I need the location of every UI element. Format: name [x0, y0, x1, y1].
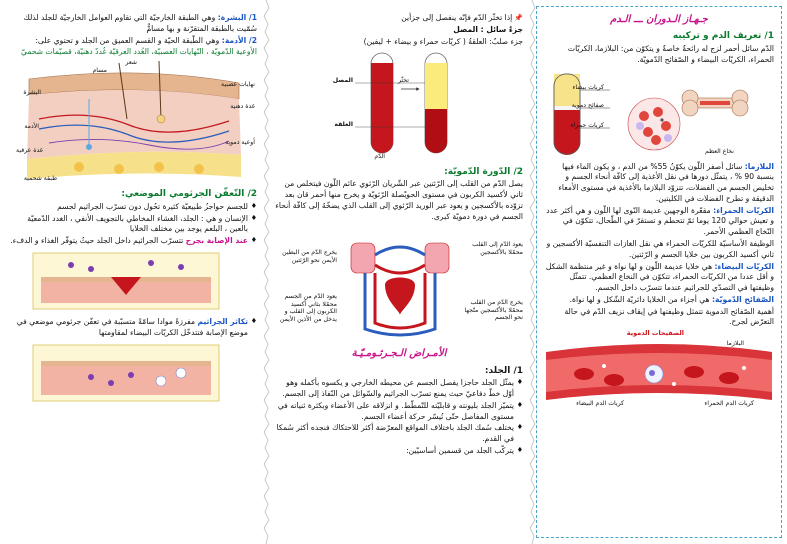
blood-vessel-figure — [544, 330, 774, 410]
heart-circulation-drawing — [345, 229, 455, 343]
plasma-paragraph — [544, 162, 774, 205]
skin-vessel-label: أوعية دموية — [225, 139, 255, 147]
wbc-paragraph — [544, 262, 774, 294]
wound-text: تتسرّب الجراثيم داخل الجلد حيثُ يتوفّر الغذاء و الدفء. — [10, 236, 184, 246]
vessel-platelets-label: الصفيحات الدموية — [626, 329, 684, 338]
dermis-contents: الأوعية الدّمويّة ، النّهايات العصبيّة، الغُدد العرقيّة غُددٌ دهنيّة، قصيّمات شحميّ — [21, 47, 257, 57]
wound-label: عند الإصابة بجرح — [185, 236, 248, 246]
skin-heading: 1/ الجلد: — [484, 365, 523, 376]
definition-text: الدّم سائل أحمر لزج له رائحةٌ خاصةٌ و يتكوّن من: البلازما، الكريّات الحمراء، الكريّات البيضاء و الصّفائح الدّمويّة. — [567, 43, 774, 64]
clotting-tubes-drawing — [275, 49, 523, 163]
epidermis-label: 1/ البشرة: — [217, 13, 257, 22]
wbc-text: هي خلايا عديمة اللّون و لها نواة و غير منتظمة الشكل و أقل عددا من الكريّات الحمراء، تتكوّن في النخاع العظمي. تتمثّل وظيفتها في التصدّي للجراثيم عندما تتسرّب داخل الجسم. — [545, 261, 774, 293]
tube-serum-label: المصل — [332, 76, 353, 84]
dermis-text: وهي الطّبقة الحيّة و القسم العميق من الجلد و تحتوي على: — [35, 35, 220, 45]
rbc-paragraph — [544, 206, 774, 238]
platelets-label: صفائح دموية — [571, 101, 604, 109]
skin-item-1: ♦ يمثّل الجلد حاجزا يفصل الجسم عن محيطه الخارجي و يكسوه بأكمله وهو أوّل خطّ دفاعيّ حيث يمنع تسرّب الجراثيم والسّوائل من النّفاذ إلى الجسم. — [275, 378, 523, 400]
dermis-paragraph — [9, 36, 257, 47]
epidermis-text: وهي الطبقة الخارجيّة التي تقاوم العوامل الخارجيّة للجلد لذلك سُمّيت بالطبقة المتقرّنة و بها مسامٌّ — [23, 13, 257, 33]
skin-item-2: ♦ يتميّز الجلد بليونته و قابليّته للتّمطّط. و انزلاقه على الأعضاء وبكثرة ثنياته في مستوى المفاصل حتّى تُيسّر حركة أعضاء الجسم. — [275, 401, 523, 423]
vessel-rbc-label: كريات الدم الحمراء — [704, 400, 754, 408]
rbc-title: الكريّات الحمراء: — [713, 205, 774, 215]
vessel-wbc-label: كريات الدم البيضاء — [576, 400, 624, 408]
tube-blood-label: الدّم — [374, 152, 385, 160]
platelets-function-text: أهمية الصّفائح الدموية تتمثل وظيفتها في إيقاف نزيف الدّم في حالة التعرّض لجرح. — [564, 306, 774, 327]
torn-divider-left — [262, 0, 270, 544]
heart-figure — [275, 223, 523, 347]
skin-section-figure — [9, 59, 257, 185]
clotting-intro: 📌إذا تخثّر الدّم فإنّه ينفصل إلى جزأين — [401, 13, 523, 22]
platelets-title: الصّفائح الدّمويّة: — [711, 294, 774, 304]
skin-fat-label: طبقة شحمية — [23, 175, 57, 183]
bacteria-label: تكاثر الجراثيم — [197, 317, 248, 327]
wound-drawing-1 — [31, 251, 221, 311]
torn-divider-right — [528, 0, 536, 544]
vessel-plasma-label: البلازما — [726, 340, 744, 348]
blood-column — [536, 6, 782, 538]
skin-gland-label: غدة دهنية — [230, 103, 255, 111]
tube-clot-label: العلقة — [334, 120, 353, 128]
circulation-column — [268, 6, 530, 538]
skin-sweat-label: غدة عرقية — [16, 147, 43, 155]
skin-item-3: ♦ يختلف سُمك الجلد باختلاف المواقع المعرّضة أكثر للاحتكاك فنجده أكثر سُمكا في القدم. — [275, 423, 523, 445]
wound-figure-1 — [45, 251, 221, 313]
tube-clotting-label: تخثّر — [398, 76, 409, 84]
bone-icon — [682, 90, 748, 116]
circulatory-title: جـهـاز الـدوران ـــ الـدم — [610, 14, 708, 25]
rbc-function-text: الوظيفة الأساسيّة للكريّات الحمراء هي نقل الغازات التنفسيّة الأكسجين و ثاني أكسيد الكربون بين خلايا الجسم و الرّئتين. — [546, 238, 774, 259]
skin-nerve-label: نهايات عصبية — [221, 81, 255, 89]
wbc-label: كريات بيضاء — [572, 83, 604, 91]
plasma-label: البلازما: — [744, 161, 774, 171]
heart-label-4: يعود الدّم من الجسم محمّلا بثاني أكسيد الكربون إلى القلب و يدخل من الأذين الأيمن — [279, 293, 337, 323]
wound-figure-2 — [45, 343, 221, 405]
epidermis-paragraph — [9, 13, 257, 35]
heart-label-1: يعود الدّم إلى القلب محمّلا بالأكسجين — [472, 241, 523, 256]
plasma-text: سائل أصفر اللّون يكوّنُ 55% من الدم ، و يكون الماء فيها بنسبة 90 % ، يتمثّل دورها في نقل الأغذية إلى كافّة أنحاء الجسم و تخليص الجسم من الفضلات، تتزوّد البلازما بالأغذية في مستوى الأمعاء الدقيقة و تطرح الفضلات في الكليتين. — [558, 161, 774, 203]
heart-label-3: يخرج الدّم من القلب محمّلا بالأكسجين متّجها نحو الجسم — [464, 299, 523, 322]
blood-tube-bone-drawing — [544, 68, 774, 160]
blood-composition-figure — [544, 68, 774, 160]
skin-hair-label: شعر — [125, 59, 137, 67]
platelets-paragraph — [544, 295, 774, 306]
circulation-text: يصل الدّم من القلب إلى الرّئتين عبر الشّريان الرّئوي عائم اللّون فيتخلص من ثاني لأكسيد الكربون في مستوى الحويْصلة الرّئويّة و يخرج منها أحمر قان بعد تزوّده بالأكسجين و يعود عبر الوريد الرّئوي إلى القلب الذي يضخّهُ إلى كافّة أنحاء الجسم في دورة دمويّة كبرى. — [275, 179, 523, 221]
skin-column — [2, 6, 264, 538]
bacterial-diseases-title: الأمـراض الـجـرثـومـيّـة — [351, 348, 447, 360]
skin-section-drawing — [9, 59, 257, 185]
barrier-item-1: ♦ للجسم حواجزُ طبيعيّة كثيرة تحُول دون تسرّب الجراثيم لجسم — [9, 202, 257, 213]
pin-icon: 📌 — [514, 14, 523, 22]
skin-epidermis-label: البشرة — [23, 89, 41, 97]
clot-text: جزء صلبٌ: العلقةُ ( كريّات حمراء و بيضاء + ليفين) — [363, 36, 523, 46]
wbc-title: الكريّات البيضاء: — [714, 261, 774, 271]
serum-text: جزءٌ سائل : المصل — [453, 24, 523, 34]
definition-heading: 1/ تعريف الدم و تركيبه — [672, 31, 774, 42]
circulation-heading: 2/ الدّورة الدّمويّة: — [444, 166, 523, 177]
heart-label-2: يخرج الدّم من البطين الأيمن نحو الرّئتين — [282, 249, 337, 264]
rbc-label: كريات حمراء — [570, 121, 604, 129]
bacteria-paragraph — [9, 317, 257, 339]
clotting-figure — [275, 49, 523, 163]
rbc-text: مقعّرة الوجهين عديمة النّوى لها اللّون و هي أكثر عدد و تعيش حوالي 120 يوما ثمّ تتحطم و تستقرّ في الطّحال، تتكوّن في النّخاع العظمي الأحمر. — [546, 205, 774, 237]
platelets-text: هي أجزاء من الخلايا دائريّة الشّكل و لها نواة. — [569, 294, 710, 304]
wound-paragraph — [9, 236, 257, 247]
skin-pore-label: مسام — [92, 67, 107, 75]
bone-marrow-label: نخاع العظم — [704, 147, 734, 155]
dermis-label: 2/ الأدمة: — [221, 35, 257, 45]
skin-dermis-label: الأدمة — [24, 123, 39, 131]
barrier-item-2: ♦ الإنسان و هي : الجلد، الغشاء المخاطي بالتجويف الأنفي ، الغدد الدّمعيّة بالعين ، البلعم يوجد بين مختلف الخلايا — [9, 214, 257, 236]
wound-drawing-2 — [31, 343, 221, 403]
bacteria-text: مفرزةً موادا سامّةً متسبّبة في تعفّن جرثومي موضعي في موضع الإصابة فتتدخّل الكريّات البيضاء لمقاومتها — [16, 317, 248, 337]
local-infection-heading: 2/ التّعفّن الجرثومي الموضعي: — [121, 189, 257, 200]
skin-item-4: ♦ يتركّب الجلد من قسمين أساسيّين: — [275, 446, 523, 457]
